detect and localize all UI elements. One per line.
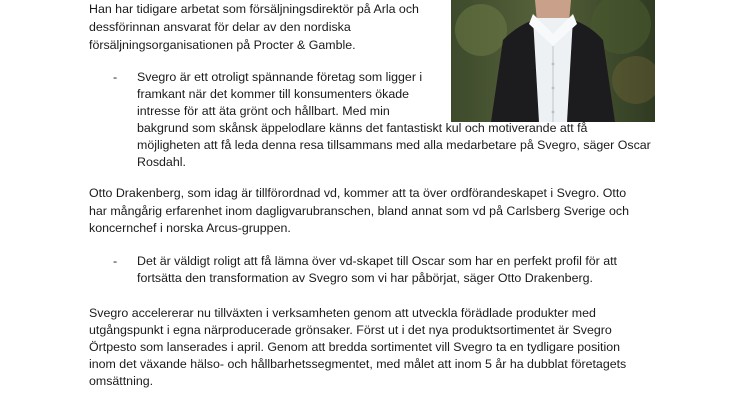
paragraph-1-line-3: försäljningsorganisationen på Procter & Gamble. (89, 38, 356, 52)
quote-2-line-1: Det är väldigt roligt att få lämna över vd-skapet till Oscar som har en perfekt profil för att (137, 254, 617, 268)
quote-1-line-4: bakgrund som skånsk äppelodlare känns det fantastiskt kul och motiverande att få (137, 121, 588, 135)
paragraph-1-line-1: Han har tidigare arbetat som försäljningsdirektör på Arla och (89, 2, 419, 16)
quote-2-line-2: fortsätta den transformation av Svegro som vi har påbörjat, säger Otto Drakenberg. (137, 271, 593, 285)
paragraph-3-line-4: inom det växande hälso- och hållbarhetssegmentet, med målet att inom 5 år ha dubblat företagets (89, 357, 627, 371)
paragraph-3-line-3: Örtpesto som lanserades i april. Genom att bredda sortimentet vill Svegro ta en tydligare position (89, 340, 620, 354)
paragraph-2-line-1: Otto Drakenberg, som idag är tillförordnad vd, kommer att ta över ordförandeskapet i Svegro. Otto (89, 186, 627, 200)
paragraph-1-line-2: dessförinnan ansvarat för delar av den nordiska (89, 20, 351, 34)
paragraph-2-line-2: har mångårig erfarenhet inom dagligvarubranschen, bland annat som vd på Carlsberg Sverige och (89, 204, 629, 218)
portrait-photo (451, 0, 655, 122)
quote-1-line-1: Svegro är ett otroligt spännande företag som ligger i (137, 70, 423, 84)
paragraph-3-line-5: omsättning. (89, 374, 154, 388)
quote-1-line-6: Rosdahl. (137, 155, 186, 169)
paragraph-2-line-3: koncernchef i norska Arcus-gruppen. (89, 221, 291, 235)
quote-1-line-2: framkant när det kommer till konsumenters ökade (137, 87, 410, 101)
paragraph-3-line-2: utgångspunkt i egna närproducerade grönsaker. Först ut i det nya produktsortimentet är Svegro (89, 323, 612, 337)
quote-1-line-3: intresse för att äta grönt och hållbart. Med min (137, 104, 390, 118)
bullet-dash: - (113, 254, 118, 268)
quote-1-line-5: möjligheten att få leda denna resa tillsammans med alla medarbetare på Svegro, säger Oscar (137, 138, 651, 152)
paragraph-3-line-1: Svegro accelererar nu tillväxten i verksamheten genom att utveckla förädlade produkter med (89, 306, 596, 320)
bullet-dash: - (113, 70, 118, 84)
